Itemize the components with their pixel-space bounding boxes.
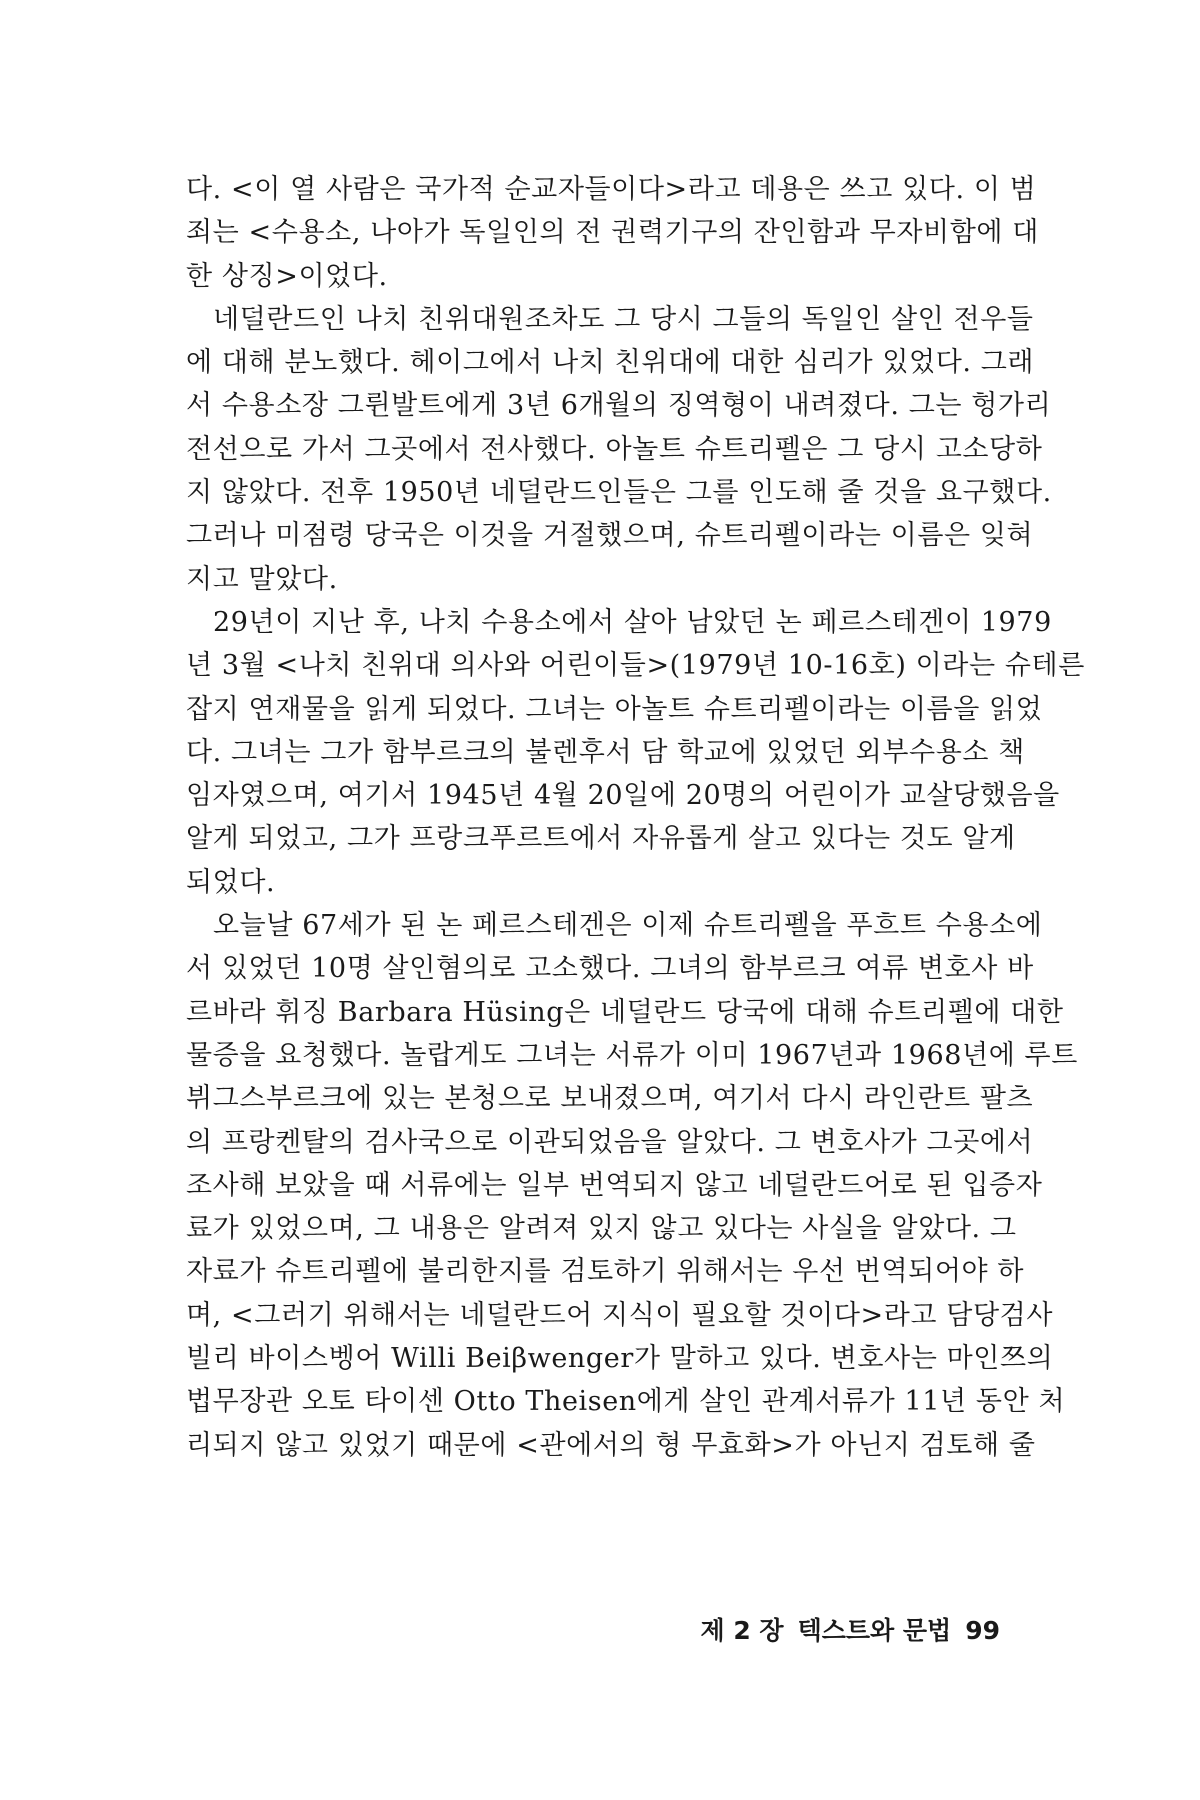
paragraph-first-line: 네덜란드인 나치 친위대원조차도 그 당시 그들의 독일인 살인 전우들 — [213, 303, 1034, 335]
text-line: 의 프랑켄탈의 검사국으로 이관되었음을 알았다. 그 변호사가 그곳에서 — [186, 1126, 1034, 1158]
chapter-label: 제 2 장 — [700, 1616, 784, 1645]
text-line: 잡지 연재물을 읽게 되었다. 그녀는 아놀트 슈트리펠이라는 이름을 읽었 — [186, 693, 1043, 725]
page-footer — [700, 1611, 1000, 1647]
text-line: 지고 말았다. — [186, 563, 338, 595]
text-line: 한 상징>이었다. — [186, 260, 388, 292]
paragraph-first-line: 오늘날 67세가 된 논 페르스테겐은 이제 슈트리펠을 푸흐트 수용소에 — [213, 910, 1043, 942]
text-line: 임자였으며, 여기서 1945년 4월 20일에 20명의 어린이가 교살당했음을 — [186, 780, 1060, 812]
page-number: 99 — [965, 1616, 1000, 1645]
chapter-title: 텍스트와 문법 — [797, 1616, 952, 1645]
text-line: 알게 되었고, 그가 프랑크푸르트에서 자유롭게 살고 있다는 것도 알게 — [186, 823, 1016, 855]
text-line: 죄는 <수용소, 나아가 독일인의 전 권력기구의 잔인함과 무자비함에 대 — [186, 217, 1039, 249]
text-line: 조사해 보았을 때 서류에는 일부 번역되지 않고 네덜란드어로 된 입증자 — [186, 1169, 1043, 1201]
body-text — [186, 168, 1085, 1467]
text-line: 료가 있었으며, 그 내용은 알려져 있지 않고 있다는 사실을 알았다. 그 — [186, 1213, 1017, 1245]
text-line: 에 대해 분노했다. 헤이그에서 나치 친위대에 대한 심리가 있었다. 그래 — [186, 347, 1035, 379]
paragraph-first-line: 29년이 지난 후, 나치 수용소에서 살아 남았던 논 페르스테겐이 1979 — [213, 606, 1052, 638]
text-line: 리되지 않고 있었기 때문에 <관에서의 형 무효화>가 아닌지 검토해 줄 — [186, 1429, 1036, 1461]
text-line: 빌리 바이스벵어 Willi Beiβwenger가 말하고 있다. 변호사는 마인쯔의 — [186, 1343, 1054, 1375]
text-line: 전선으로 가서 그곳에서 전사했다. 아놀트 슈트리펠은 그 당시 고소당하 — [186, 433, 1043, 465]
text-line: 지 않았다. 전후 1950년 네덜란드인들은 그를 인도해 줄 것을 요구했다. — [186, 477, 1052, 509]
text-line: 그러나 미점령 당국은 이것을 거절했으며, 슈트리펠이라는 이름은 잊혀 — [186, 520, 1034, 552]
text-line: 며, <그러기 위해서는 네덜란드어 지식이 필요할 것이다>라고 담당검사 — [186, 1299, 1054, 1331]
text-line: 르바라 휘징 Barbara Hüsing은 네덜란드 당국에 대해 슈트리펠에 대한 — [186, 996, 1064, 1028]
text-line: 뷔그스부르크에 있는 본청으로 보내졌으며, 여기서 다시 라인란트 팔츠 — [186, 1083, 1034, 1115]
text-line: 자료가 슈트리펠에 불리한지를 검토하기 위해서는 우선 번역되어야 하 — [186, 1256, 1025, 1288]
text-line: 서 수용소장 그륀발트에게 3년 6개월의 징역형이 내려졌다. 그는 헝가리 — [186, 390, 1052, 422]
text-line: 법무장관 오토 타이센 Otto Theisen에게 살인 관계서류가 11년 동안 처 — [186, 1386, 1066, 1418]
text-line: 서 있었던 10명 살인혐의로 고소했다. 그녀의 함부르크 여류 변호사 바 — [186, 953, 1034, 985]
text-line: 다. 그녀는 그가 함부르크의 불렌후서 담 학교에 있었던 외부수용소 책 — [186, 736, 1025, 768]
text-line: 되었다. — [186, 866, 276, 898]
text-line: 물증을 요청했다. 놀랍게도 그녀는 서류가 이미 1967년과 1968년에 루트 — [186, 1039, 1078, 1071]
text-line: 다. <이 열 사람은 국가적 순교자들이다>라고 데용은 쓰고 있다. 이 범 — [186, 174, 1037, 205]
text-line: 년 3월 <나치 친위대 의사와 어린이들>(1979년 10-16호) 이라는 슈테른 — [186, 650, 1085, 682]
